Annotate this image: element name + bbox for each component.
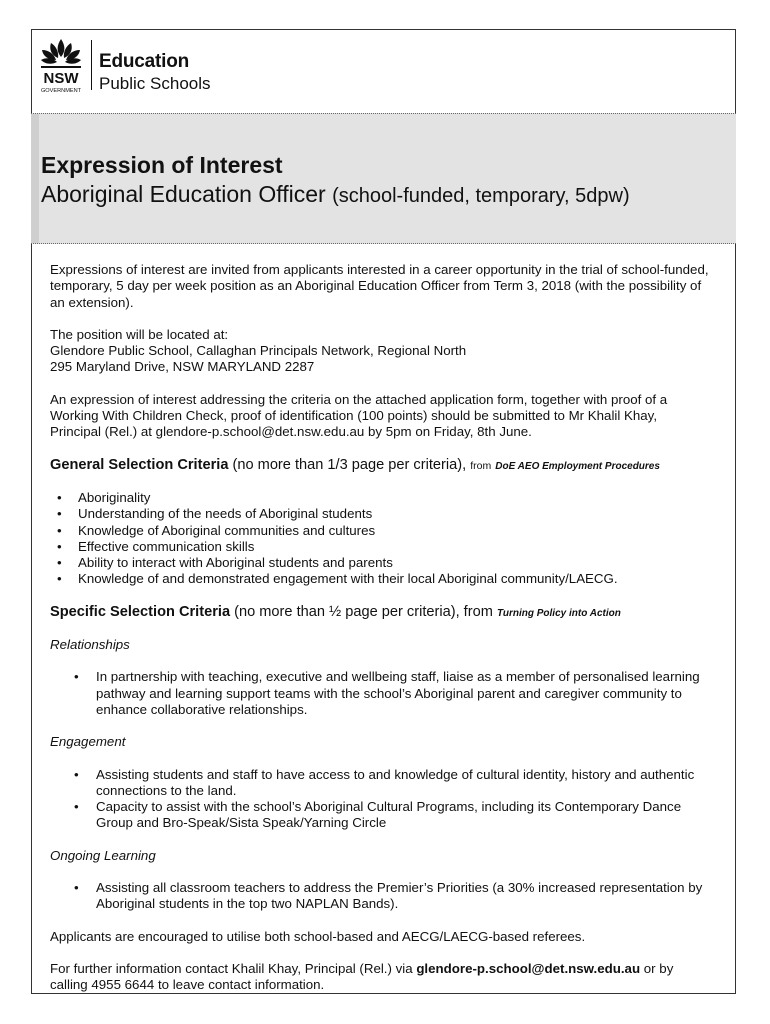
specific-heading-source: Turning Policy into Action bbox=[496, 607, 621, 619]
specific-heading-note: (no more than ½ page per criteria), from bbox=[234, 603, 493, 620]
list-item: • Assisting students and staff to have access to and knowledge of cultural identity, history and authentic connections to the land. bbox=[50, 767, 710, 800]
list-item: • Understanding of the needs of Aboriginal students bbox=[50, 506, 710, 522]
page-subtitle bbox=[41, 181, 630, 208]
title-band bbox=[31, 113, 736, 244]
brand-public-schools: Public Schools bbox=[99, 74, 211, 93]
referees-paragraph: Applicants are encouraged to utilise both school-based and AECG/LAECG-based referees. bbox=[50, 928, 586, 944]
list-item: • Aboriginality bbox=[50, 490, 710, 506]
general-criteria-heading bbox=[50, 457, 710, 475]
contact-email[interactable]: glendore-p.school@det.nsw.edu.au bbox=[416, 960, 641, 976]
brand-education: Education bbox=[99, 51, 190, 72]
ongoing-learning-list bbox=[50, 880, 710, 913]
document-body bbox=[50, 262, 710, 1010]
submission-paragraph: An expression of interest addressing the criteria on the attached application form, together with proof of a Working With Children Check, proof of identification (100 points) should be submitted to Mr Khalil Khay, Principal (Rel.) at glendore-p.school@det.nsw.edu.au by 5pm on Friday, 8th June. bbox=[50, 391, 668, 440]
general-heading-from: from bbox=[470, 459, 492, 472]
specific-criteria-heading bbox=[50, 604, 710, 622]
contact-phone-text: or by calling 4955 6644 to leave contact information. bbox=[50, 960, 674, 993]
location-line2: 295 Maryland Drive, NSW MARYLAND 2287 bbox=[50, 359, 315, 375]
general-heading-label: General Selection Criteria bbox=[50, 456, 229, 473]
list-item: • In partnership with teaching, executive and wellbeing staff, liaise as a member of personalised learning pathway and learning support teams with the school’s Aboriginal parent and caregiver community to enhance collaborative relationships. bbox=[50, 669, 710, 718]
group-title-ongoing-learning: Ongoing Learning bbox=[50, 847, 156, 863]
contact-paragraph bbox=[50, 961, 710, 994]
location-block bbox=[50, 327, 710, 376]
specific-heading-label: Specific Selection Criteria bbox=[50, 603, 231, 620]
location-line1: Glendore Public School, Callaghan Principals Network, Regional North bbox=[50, 343, 467, 359]
location-label: The position will be located at: bbox=[50, 326, 229, 342]
band-stripe bbox=[31, 114, 39, 243]
relationships-list bbox=[50, 669, 710, 718]
general-criteria-list bbox=[50, 490, 710, 588]
nsw-wordmark: NSW bbox=[43, 70, 79, 87]
subtitle-detail: (school-funded, temporary, 5dpw) bbox=[332, 185, 630, 207]
list-item: • Assisting all classroom teachers to address the Premier’s Priorities (a 30% increased representation by Aboriginal students in the top two NAPLAN Bands). bbox=[50, 880, 710, 913]
contact-text: For further information contact Khalil Khay, Principal (Rel.) via bbox=[50, 960, 413, 976]
page-title: Expression of Interest bbox=[41, 152, 283, 178]
nsw-education-logo bbox=[33, 37, 233, 97]
engagement-list bbox=[50, 767, 710, 832]
intro-paragraph: Expressions of interest are invited from applicants interested in a career opportunity in the trial of school-funded, temporary, 5 day per week position as an Aboriginal Education Officer from Term 3, 2018 (with the possibility of an extension). bbox=[50, 262, 709, 310]
logo-divider bbox=[91, 40, 92, 90]
subtitle-role: Aboriginal Education Officer bbox=[41, 181, 326, 207]
list-item: • Knowledge of Aboriginal communities and cultures bbox=[50, 523, 710, 539]
government-wordmark: GOVERNMENT bbox=[40, 88, 82, 94]
group-title-engagement: Engagement bbox=[50, 734, 126, 750]
general-heading-source: DoE AEO Employment Procedures bbox=[495, 460, 660, 472]
group-title-relationships: Relationships bbox=[50, 637, 130, 653]
waratah-icon bbox=[33, 37, 89, 95]
list-item: • Knowledge of and demonstrated engagement with their local Aboriginal community/LAECG. bbox=[50, 571, 710, 587]
list-item: • Capacity to assist with the school’s Aboriginal Cultural Programs, including its Contemporary Dance Group and Bro-Speak/Sista Speak/Yarning Circle bbox=[50, 799, 710, 832]
list-item: • Ability to interact with Aboriginal students and parents bbox=[50, 555, 710, 571]
list-item: • Effective communication skills bbox=[50, 539, 710, 555]
general-heading-note: (no more than 1/3 page per criteria), bbox=[232, 456, 467, 473]
